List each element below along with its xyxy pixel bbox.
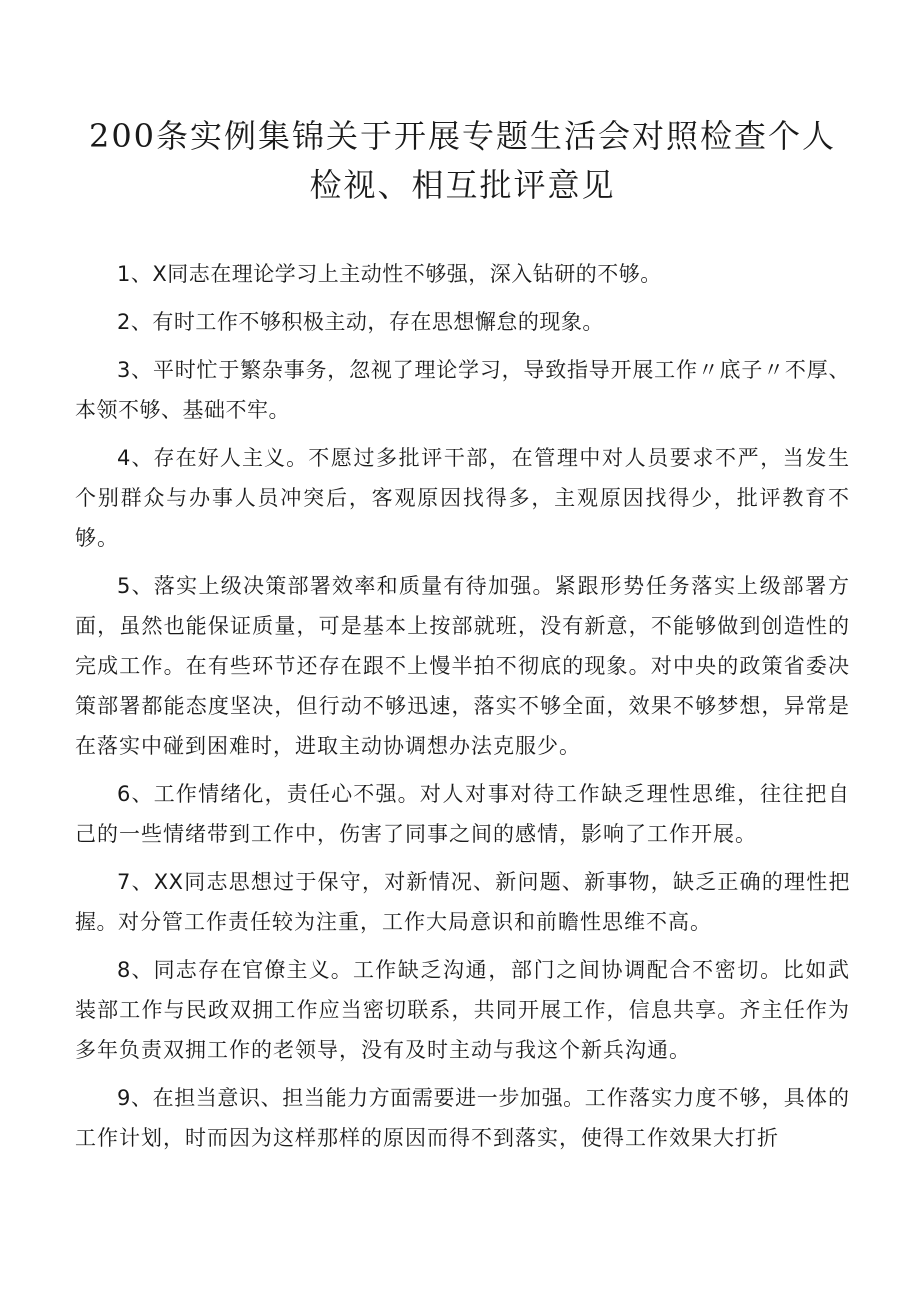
document-body — [75, 254, 850, 1158]
paragraph-item-8 — [75, 950, 850, 1070]
paragraph-lead: 2、有时工作不够积极主动，存在思想懈怠的现象。 — [117, 310, 604, 334]
paragraph-text: 对分管工作责任较为注重，工作大局意识和前瞻性思维不高。 — [118, 910, 712, 934]
paragraph-lead: 3、平时忙于繁杂事务，忽视了理论学习，导致指导开展工作〃底子〃不厚、本领不够、基础不牢。 — [75, 358, 850, 422]
paragraph-lead: 6、工作情绪化，责任心不强。 — [117, 782, 420, 806]
paragraph-lead: 9、在担当意识、担当能力方面需要进一步加强。 — [117, 1086, 585, 1110]
paragraph-text: 紧跟形势任务落实上级部署方面，虽然也能保证质量，可是基本上按部就班，没有新意，不能够做到创造性的完成工作。在有些环节还存在跟不上慢半拍不彻底的现象。对中央的政策省委决策部署都能态度坚决，但行动不够迅速，落实不够全面，效果不够梦想，异常是在落实中碰到困难时，进取主动协调想办法克服少。 — [75, 574, 851, 758]
paragraph-item-5 — [75, 566, 850, 766]
paragraph-lead: 8、同志存在官僚主义。工 — [117, 958, 376, 982]
document-title — [75, 112, 850, 210]
title-line-1: 200条实例集锦关于开展专题生活会对照检查个人 — [88, 117, 837, 155]
paragraph-text: 不愿过多批评干部，在管理中对人员要求不严，当发生个别群众与办事人员冲突后，客观原因找得多，主观原因找得少，批评教育不够。 — [75, 446, 850, 550]
paragraph-item-2 — [75, 302, 850, 342]
paragraph-lead: 5、落实上级决策部署效率和质量有待加强。 — [117, 574, 555, 598]
paragraph-lead: 4、存在好人主义。 — [117, 446, 309, 470]
paragraph-lead: 1、X同志在理论学习上主动性不够强，深入钻研的不够。 — [117, 262, 662, 286]
paragraph-text: 对人对事对待工作缺乏理性思维，往往把自己的一些情绪带到工作中，伤害了同事之间的感情，影响了工作开展。 — [75, 782, 850, 846]
paragraph-text: 作缺乏沟通，部门之间协调配合不密切。比如武装部工作与民政双拥工作应当密切联系，共同开展工作，信息共享。齐主任作为多年负责双拥工作的老领导，没有及时主动与我这个新兵沟通。 — [75, 958, 850, 1062]
paragraph-item-1 — [75, 254, 850, 294]
paragraph-item-3 — [75, 350, 850, 430]
paragraph-item-4 — [75, 438, 850, 558]
paragraph-item-9 — [75, 1078, 850, 1158]
paragraph-lead: 7、XX同志思想过于保守，对新情况、新问题、新事物，缺乏正确的理性把握。 — [75, 870, 850, 934]
paragraph-item-7 — [75, 862, 850, 942]
paragraph-item-6 — [75, 774, 850, 854]
title-line-2: 检视、相互批评意见 — [309, 166, 616, 204]
paragraph-text: 工作落实力度不够，具体的工作计划，时而因为这样那样的原因而得不到落实，使得工作效果大打折 — [75, 1086, 851, 1150]
